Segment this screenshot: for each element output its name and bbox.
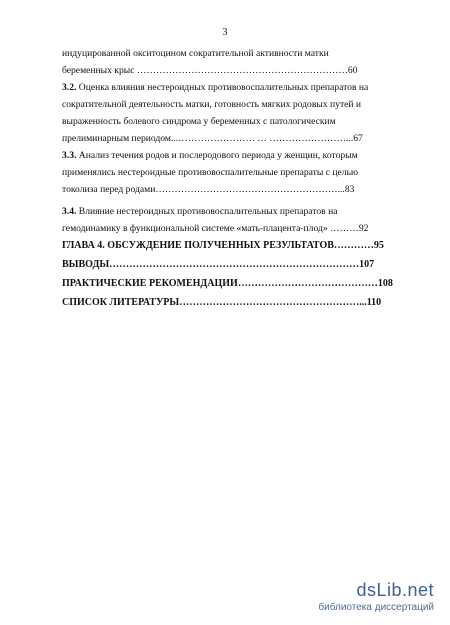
toc-line-text: Анализ течения родов и послеродового периода у женщин, которым — [76, 150, 358, 161]
toc-line — [62, 48, 408, 60]
toc-line — [62, 116, 408, 128]
toc-line-text: Оценка влияния нестероидных противовоспалительных препаратов на — [76, 82, 369, 93]
toc-line-text: ПРАКТИЧЕСКИЕ РЕКОМЕНДАЦИИ……………………………………108 — [62, 278, 393, 289]
toc-line-text: прелиминарным периодом...…………………… … ……………………...67 — [62, 133, 363, 144]
section-number: 3.3. — [62, 150, 77, 161]
toc-line-text: СПИСОК ЛИТЕРАТУРЫ………………………………………………...110 — [62, 297, 382, 308]
dslib-watermark-logo — [294, 580, 434, 613]
toc-conclusions — [62, 259, 408, 271]
watermark-subtitle: библиотека диссертаций — [318, 602, 434, 613]
toc-line-text: беременных крыс …………………………………………………………60 — [62, 65, 358, 76]
toc-line-text: гемодинамику в функциональной системе «мать-плацента-плод» ………92 — [62, 223, 369, 234]
watermark-brand: dsLib.net — [356, 580, 434, 600]
toc-line-text: ГЛАВА 4. ОБСУЖДЕНИЕ ПОЛУЧЕННЫХ РЕЗУЛЬТАТОВ…………95 — [62, 240, 384, 251]
toc-line-text: применялись нестероидные противовоспалительные препараты с целью — [62, 167, 359, 178]
toc-line — [62, 65, 408, 77]
toc-line — [62, 167, 408, 179]
toc-line-text: выраженность болевого синдрома у беременных с патологическим — [62, 116, 336, 127]
toc-line-text: индуцированной окситоцином сократительной активности матки — [62, 48, 329, 59]
toc-chapter-4 — [62, 240, 408, 252]
toc-line-section-3-2 — [62, 82, 408, 94]
section-number: 3.2. — [62, 82, 77, 93]
page-number: 3 — [222, 27, 228, 38]
toc-line-section-3-4 — [62, 206, 408, 218]
toc-line-text: ВЫВОДЫ…………………………………………………………………107 — [62, 259, 375, 270]
toc-recommendations — [62, 278, 408, 290]
toc-references — [62, 297, 408, 309]
toc-line — [62, 99, 408, 111]
toc-line-text: Влияние нестероидных противовоспалительных препаратов на — [76, 206, 338, 217]
toc-line-section-3-3 — [62, 150, 408, 162]
section-number: 3.4. — [62, 206, 77, 217]
toc-line-text: токолиза перед родами…………………………………………………...83 — [62, 184, 355, 195]
toc-line — [62, 184, 408, 196]
toc-line — [62, 133, 408, 145]
toc-line-text: сократительной деятельность матки, готовность мягких родовых путей и — [62, 99, 362, 110]
toc-line — [62, 223, 408, 235]
